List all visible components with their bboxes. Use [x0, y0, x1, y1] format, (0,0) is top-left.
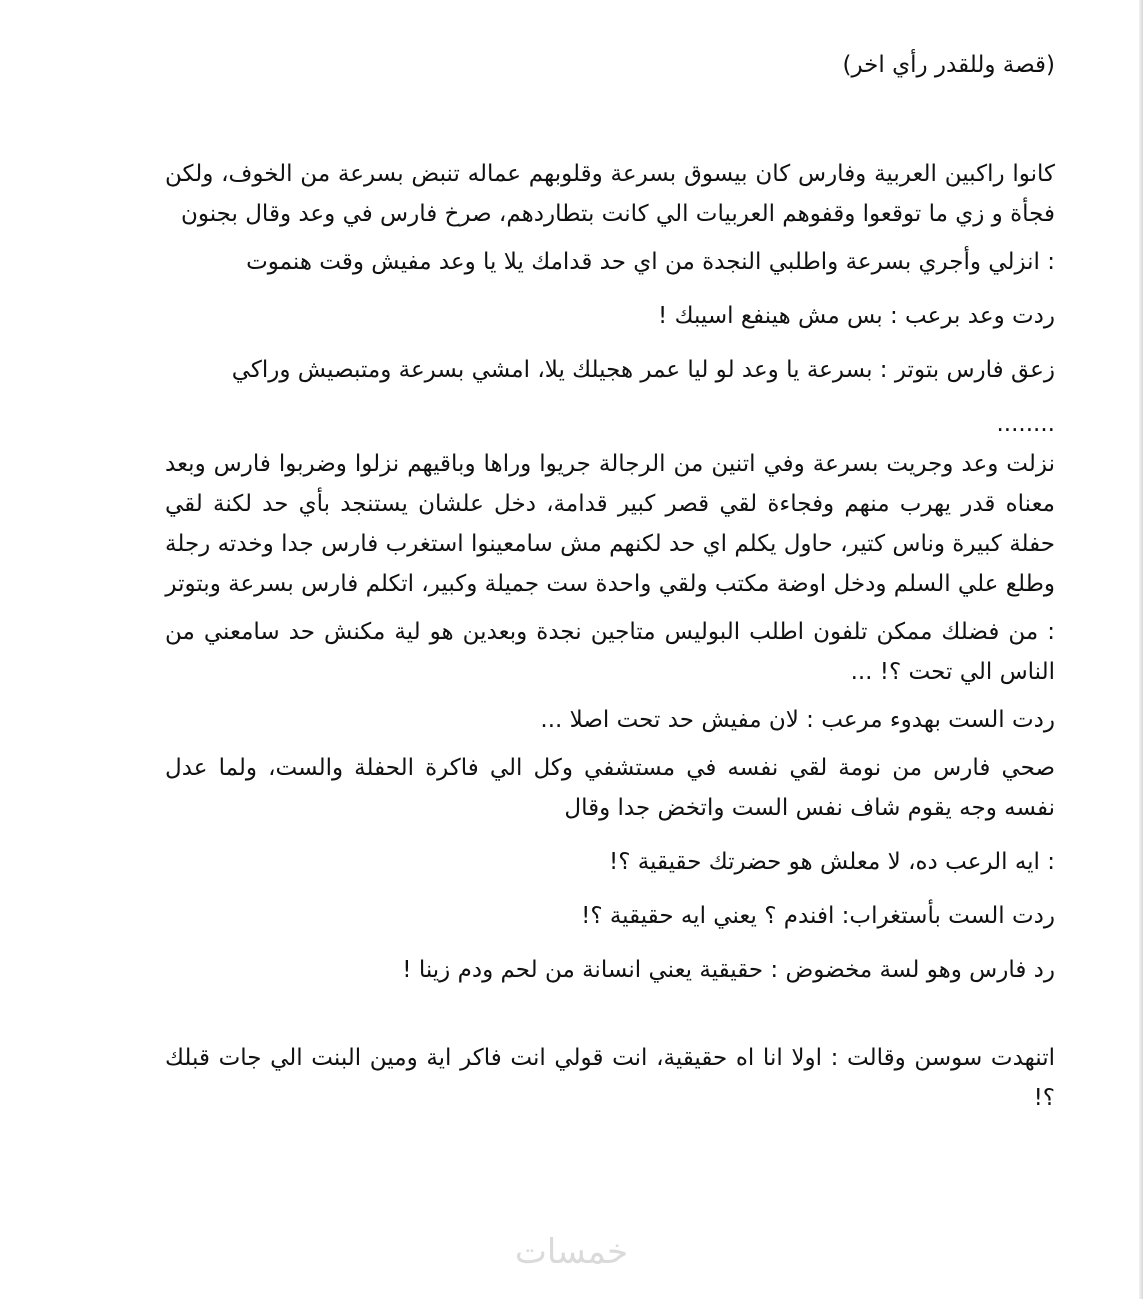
paragraph-waad-reply: ردت وعد برعب : بس مش هينفع اسيبك !	[658, 303, 1055, 329]
watermark-logo: خمسات	[514, 1232, 629, 1272]
paragraph-car-chase: كانوا راكبين العربية وفارس كان بيسوق بسرعة وقلوبهم عماله تنبض بسرعة من الخوف، ولكن فجأة و زي ما توقعوا وقفوهم العربيات الي كانت بتطاردهم، صرخ فارس في وعد وقال بجنون	[165, 161, 1055, 227]
paragraph-faris-explains: رد فارس وهو لسة مخضوض : حقيقية يعني انسانة من لحم ودم زينا !	[402, 957, 1055, 983]
paragraph-faris-shouts: زعق فارس بتوتر : بسرعة يا وعد لو ليا عمر هجيلك يلا، امشي بسرعة ومتبصيش وراكي	[231, 357, 1055, 383]
page-edge-shadow	[1139, 0, 1143, 1299]
paragraph-hospital: صحي فارس من نومة لقي نفسه في مستشفي وكل الي فاكرة الحفلة والست، ولما عدل نفسه وجه يقوم شاف نفس الست واتخض جدا وقال	[165, 755, 1055, 821]
paragraph-faris-asks-phone: : من فضلك ممكن تلفون اطلب البوليس متاجين نجدة وبعدين هو لية مكنش حد سامعني من الناس الي تحت ؟! ...	[165, 619, 1055, 685]
paragraph-lady-reply: ردت الست بهدوء مرعب : لان مفيش حد تحت اصلا ...	[540, 707, 1055, 733]
story-title: (قصة وللقدر رأي اخر)	[842, 52, 1055, 78]
paragraph-faris-question: : ايه الرعب ده، لا معلش هو حضرتك حقيقية ؟!	[608, 849, 1055, 875]
document-body	[165, 40, 1055, 1118]
paragraph-lady-surprise: ردت الست بأستغراب: افندم ؟ يعني ايه حقيقية ؟!	[581, 903, 1055, 929]
paragraph-sawsan-sighs: اتنهدت سوسن وقالت : اولا انا اه حقيقية، انت قولي انت فاكر اية ومين البنت الي جات قبلك ؟!	[165, 1045, 1055, 1111]
scene-break: ........	[996, 411, 1055, 437]
paragraph-palace: نزلت وعد وجريت بسرعة وفي اتنين من الرجالة جريوا وراها وباقيهم نزلوا وضربوا فارس وبعد معناه قدر يهرب منهم وفجاءة لقي قصر كبير قدامة، دخل علشان يستنجد بأي حد لكنة لقي حفلة كبيرة وناس كتير، حاول يكلم اي حد لكنهم مش سامعينوا استغرب فارس جدا وخدته رجلة وطلع علي السلم ودخل اوضة مكتب ولقي واحدة ست جميلة وكبير، اتكلم فارس بسرعة وبتوتر	[165, 451, 1055, 597]
paragraph-faris-orders: : انزلي وأجري بسرعة واطلبي النجدة من اي حد قدامك يلا يا وعد مفيش وقت هنموت	[246, 249, 1055, 275]
